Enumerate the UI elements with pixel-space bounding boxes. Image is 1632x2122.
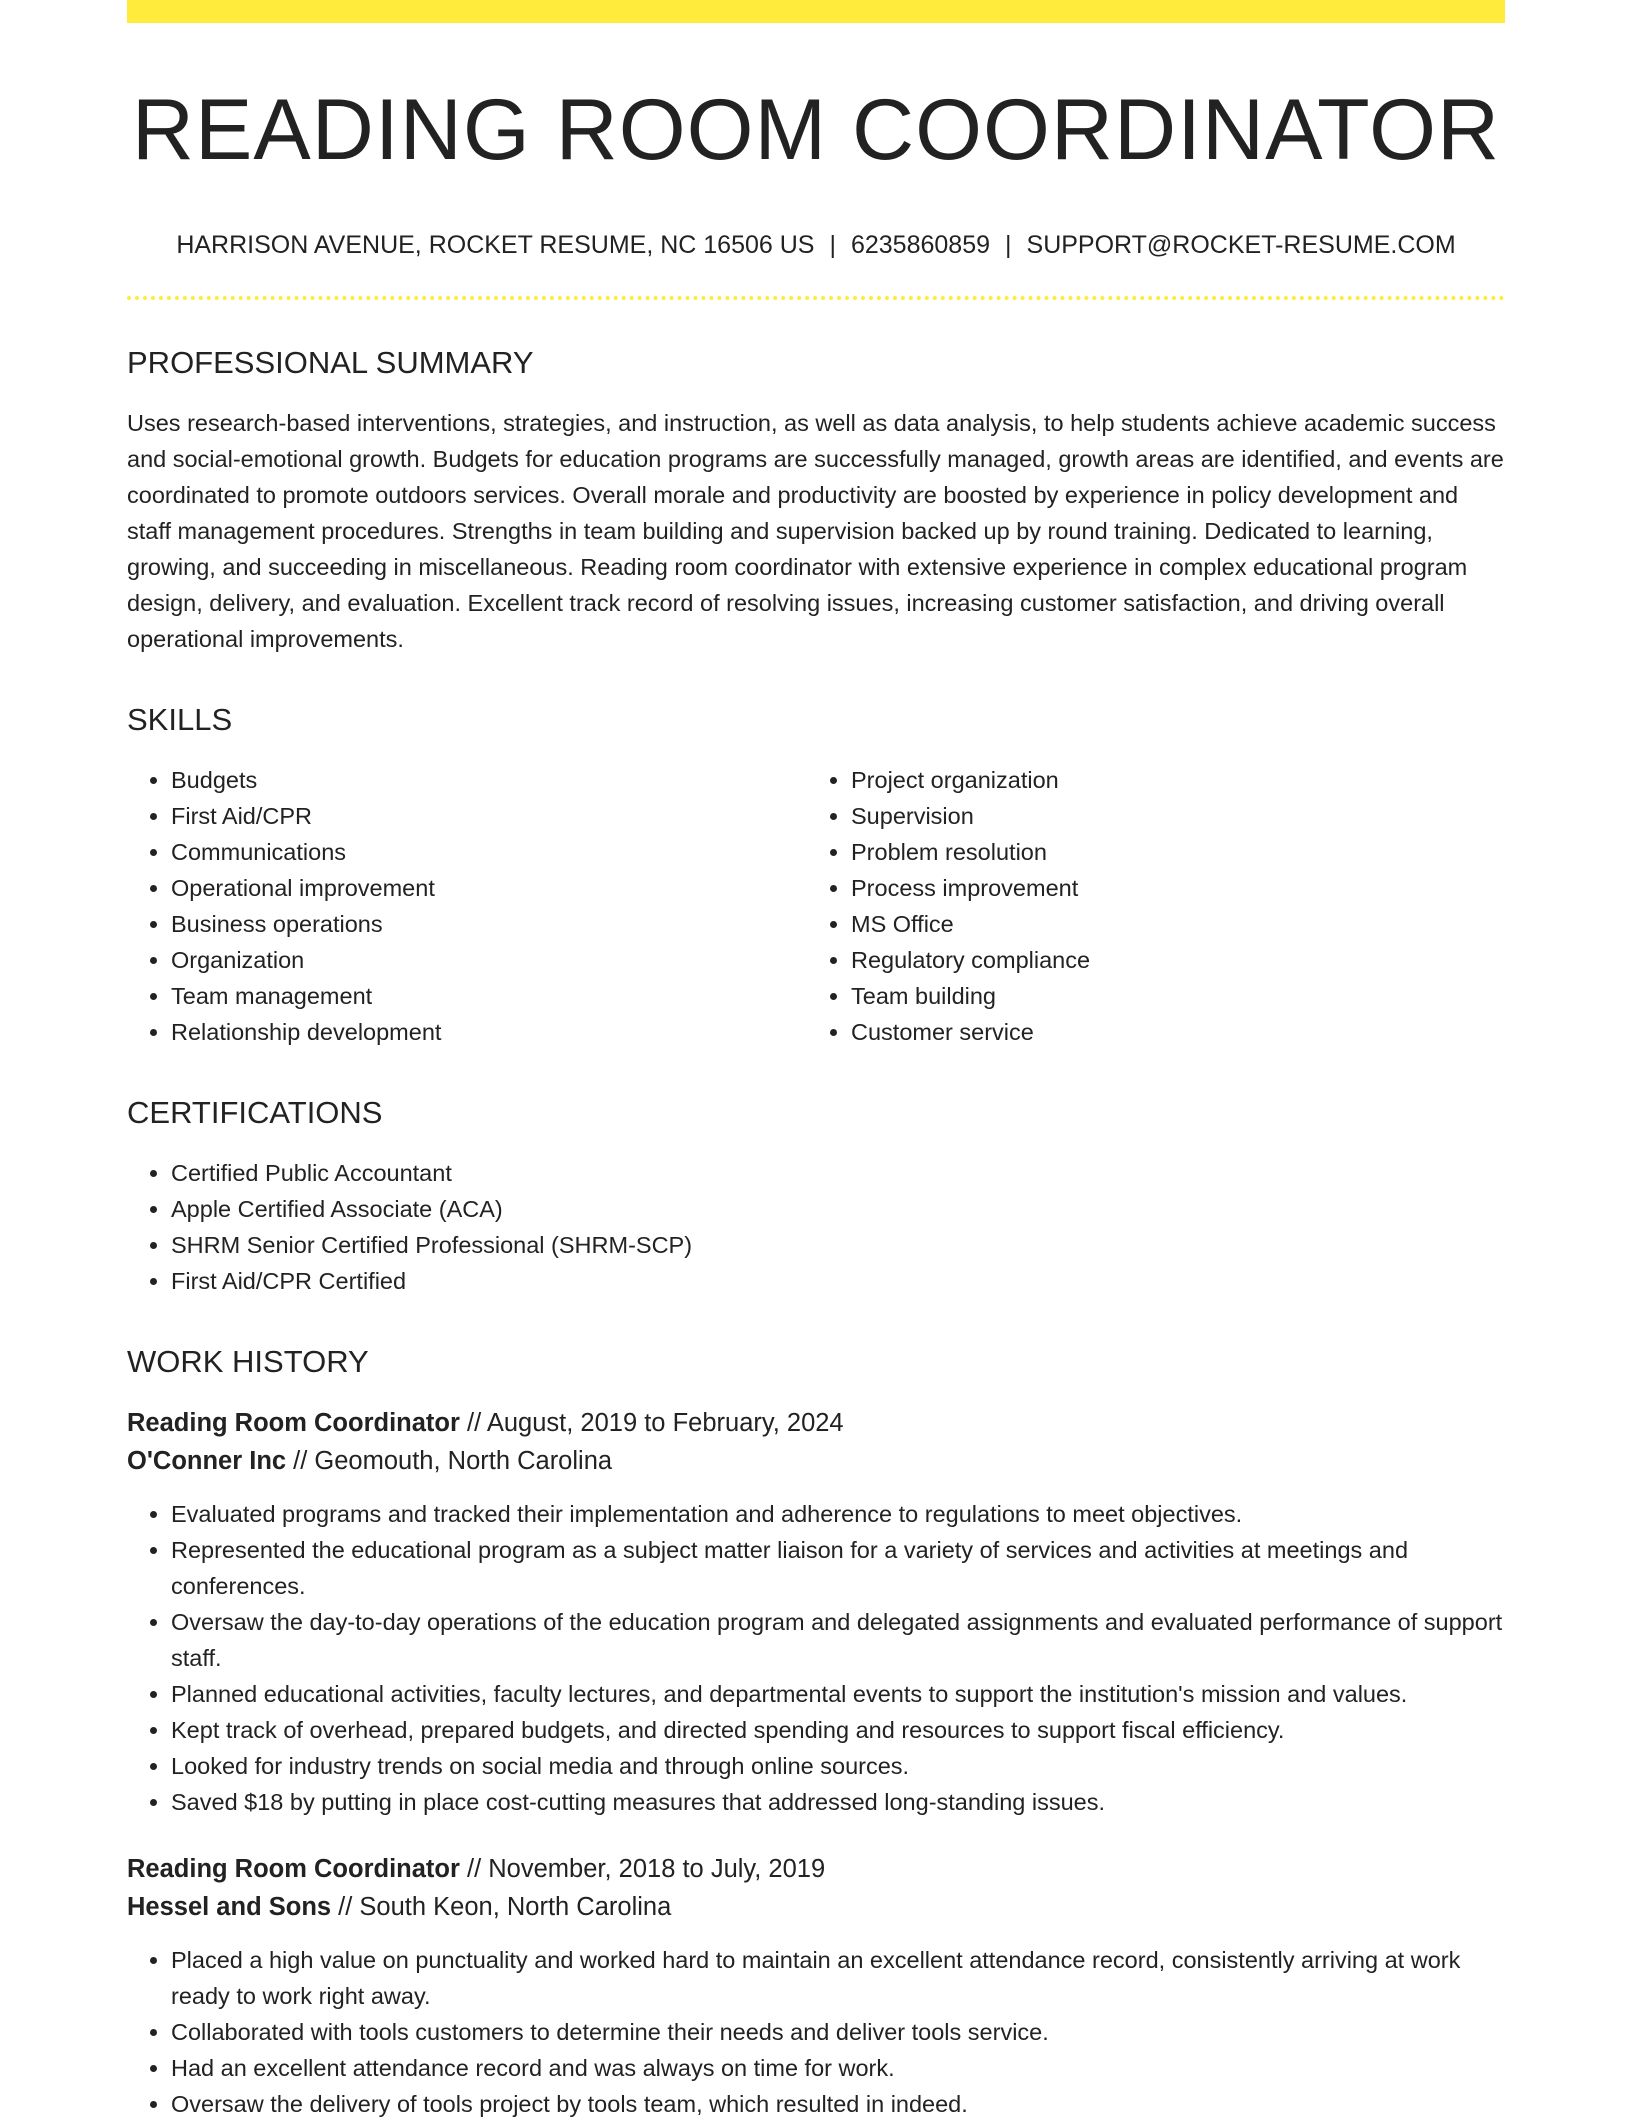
- job-bullet: • Oversaw the delivery of tools project by tools team, which resulted in indeed.: [171, 2086, 1505, 2122]
- job-bullets: [127, 1942, 1505, 2122]
- job-dates: // November, 2018 to July, 2019: [459, 1855, 826, 1884]
- job-location: // Geomouth, North Carolina: [286, 1447, 613, 1476]
- job-role: Reading Room Coordinator: [127, 1409, 460, 1438]
- work-history-heading: WORK HISTORY: [127, 1344, 369, 1380]
- job-bullet: • Collaborated with tools customers to determine their needs and deliver tools service.: [171, 2014, 1505, 2050]
- contact-email: SUPPORT@ROCKET-RESUME.COM: [1026, 230, 1456, 259]
- job-entry: [127, 1850, 1505, 2122]
- skill-item: • Communications: [171, 834, 807, 870]
- skills-grid: [127, 762, 1505, 1050]
- skill-item: • MS Office: [851, 906, 1487, 942]
- contact-separator: |: [829, 230, 836, 259]
- skill-item: • Organization: [171, 942, 807, 978]
- skill-item: • Operational improvement: [171, 870, 807, 906]
- job-bullet: • Looked for industry trends on social media and through online sources.: [171, 1748, 1505, 1784]
- skill-item: • Regulatory compliance: [851, 942, 1487, 978]
- job-company-line: [127, 1888, 1505, 1926]
- skill-item: • Supervision: [851, 798, 1487, 834]
- job-bullet: • Saved $18 by putting in place cost-cutting measures that addressed long-standing issues.: [171, 1784, 1505, 1820]
- skill-item: • First Aid/CPR: [171, 798, 807, 834]
- job-bullet: • Evaluated programs and tracked their implementation and adherence to regulations to meet objectives.: [171, 1496, 1505, 1532]
- skill-item: • Customer service: [851, 1014, 1487, 1050]
- job-bullet: • Kept track of overhead, prepared budgets, and directed spending and resources to support fiscal efficiency.: [171, 1712, 1505, 1748]
- job-company: Hessel and Sons: [127, 1893, 332, 1922]
- candidate-name: READING ROOM COORDINATOR: [131, 82, 1501, 178]
- skill-item: • Business operations: [171, 906, 807, 942]
- job-title-line: [127, 1404, 1505, 1442]
- job-company: O'Conner Inc: [127, 1447, 287, 1476]
- resume-page: [127, 0, 1505, 2122]
- certifications-list: [127, 1155, 1505, 1299]
- skill-item: • Problem resolution: [851, 834, 1487, 870]
- summary-section: [127, 344, 1505, 657]
- contact-line: [127, 230, 1505, 260]
- job-location: // South Keon, North Carolina: [331, 1893, 672, 1922]
- job-bullets: [127, 1496, 1505, 1820]
- top-accent-bar: [127, 0, 1505, 23]
- job-entry: [127, 1404, 1505, 1820]
- dotted-divider: [127, 296, 1505, 300]
- skills-section: [127, 701, 1505, 1050]
- certifications-heading: CERTIFICATIONS: [127, 1094, 383, 1130]
- skill-item: • Budgets: [171, 762, 807, 798]
- certification-item: • First Aid/CPR Certified: [171, 1263, 1505, 1299]
- job-title-line: [127, 1850, 1505, 1888]
- certification-item: • Apple Certified Associate (ACA): [171, 1191, 1505, 1227]
- skill-item: • Team management: [171, 978, 807, 1014]
- job-bullet: • Represented the educational program as a subject matter liaison for a variety of services and activities at meetings and conferences.: [171, 1532, 1505, 1604]
- contact-separator: |: [1005, 230, 1012, 259]
- skills-right-list: [807, 762, 1487, 1050]
- job-company-line: [127, 1442, 1505, 1480]
- certifications-section: [127, 1094, 1505, 1299]
- summary-text: Uses research-based interventions, strategies, and instruction, as well as data analysis, to help students achieve academic success and social-emotional growth. Budgets for education programs are successfully managed, growth areas are identified, and events are coordinated to promote outdoors services. Overall morale and productivity are boosted by experience in policy development and staff management procedures. Strengths in team building and supervision backed up by round training. Dedicated to learning, growing, and succeeding in miscellaneous. Reading room coordinator with extensive experience in complex educational program design, delivery, and evaluation. Excellent track record of resolving issues, increasing customer satisfaction, and driving overall operational improvements.: [127, 409, 1504, 652]
- work-history-section: [127, 1343, 1505, 2122]
- skills-left-list: [127, 762, 807, 1050]
- certification-item: • SHRM Senior Certified Professional (SHRM-SCP): [171, 1227, 1505, 1263]
- contact-phone: 6235860859: [850, 230, 991, 259]
- summary-heading: PROFESSIONAL SUMMARY: [127, 344, 534, 380]
- job-dates: // August, 2019 to February, 2024: [459, 1409, 844, 1438]
- certification-item: • Certified Public Accountant: [171, 1155, 1505, 1191]
- skills-heading: SKILLS: [127, 701, 233, 737]
- contact-address: HARRISON AVENUE, ROCKET RESUME, NC 16506 US: [176, 230, 815, 259]
- job-bullet: • Had an excellent attendance record and was always on time for work.: [171, 2050, 1505, 2086]
- job-role: Reading Room Coordinator: [127, 1855, 460, 1884]
- job-bullet: • Planned educational activities, faculty lectures, and departmental events to support the institution's mission and values.: [171, 1676, 1505, 1712]
- skill-item: • Project organization: [851, 762, 1487, 798]
- job-bullet: • Placed a high value on punctuality and worked hard to maintain an excellent attendance record, consistently arriving at work ready to work right away.: [171, 1942, 1505, 2014]
- skill-item: • Team building: [851, 978, 1487, 1014]
- skill-item: • Process improvement: [851, 870, 1487, 906]
- skill-item: • Relationship development: [171, 1014, 807, 1050]
- job-bullet: • Oversaw the day-to-day operations of the education program and delegated assignments and evaluated performance of support staff.: [171, 1604, 1505, 1676]
